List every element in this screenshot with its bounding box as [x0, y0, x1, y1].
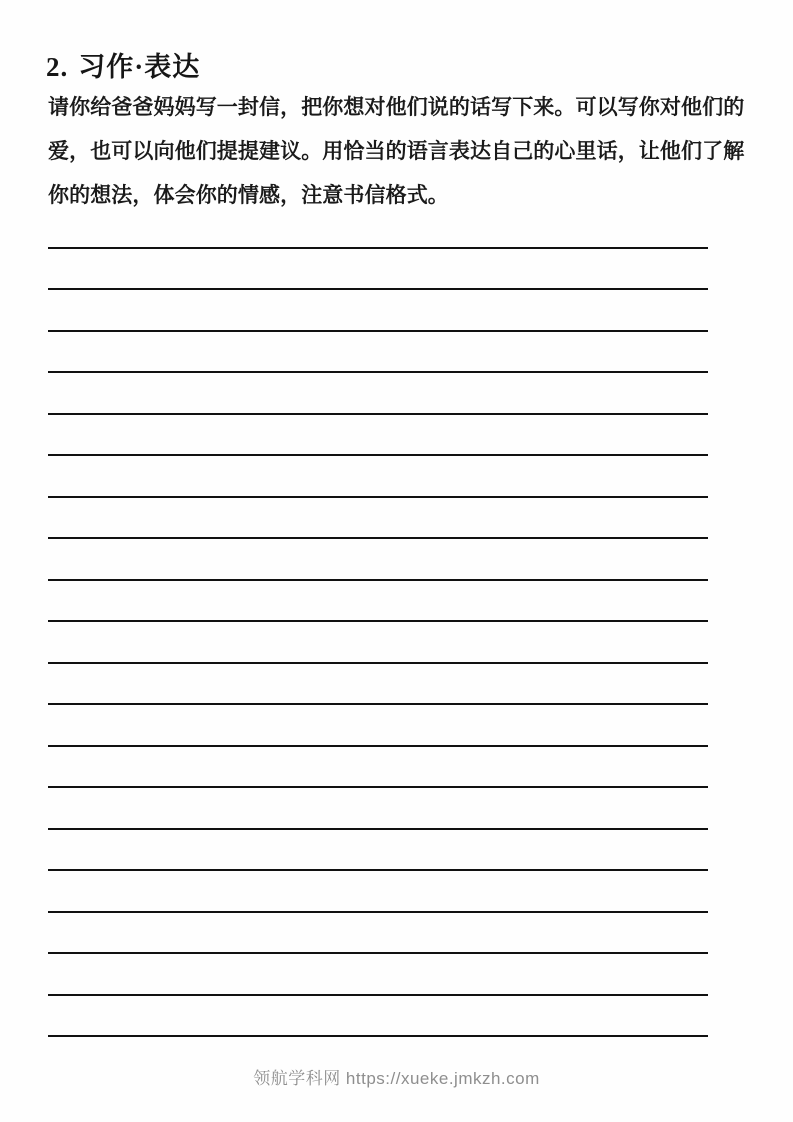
- answer-line: [48, 788, 708, 830]
- answer-line: [48, 456, 708, 498]
- footer-text: 领航学科网 https://xueke.jmkzh.com: [253, 1069, 540, 1088]
- answer-line: [48, 954, 708, 996]
- answer-line: [48, 581, 708, 623]
- answer-line: [48, 207, 708, 249]
- answer-lines: [48, 207, 708, 1037]
- answer-line: [48, 373, 708, 415]
- answer-line: [48, 415, 708, 457]
- writing-prompt: [48, 86, 750, 218]
- answer-line: [48, 290, 708, 332]
- answer-line: [48, 498, 708, 540]
- answer-line: [48, 747, 708, 789]
- answer-line: [48, 332, 708, 374]
- answer-line: [48, 249, 708, 291]
- answer-line: [48, 871, 708, 913]
- footer-watermark: [0, 1064, 793, 1089]
- answer-line: [48, 913, 708, 955]
- answer-line: [48, 996, 708, 1038]
- section-title: 习作·表达: [78, 52, 201, 82]
- answer-line: [48, 539, 708, 581]
- section-heading: [46, 50, 200, 84]
- prompt-line: 爱，也可以向他们提提建议。用恰当的语言表达自己的心里话，让他们了解: [48, 140, 745, 163]
- answer-line: [48, 830, 708, 872]
- prompt-line: 请你给爸爸妈妈写一封信，把你想对他们说的话写下来。可以写你对他们的: [48, 96, 745, 119]
- answer-line: [48, 622, 708, 664]
- answer-line: [48, 705, 708, 747]
- prompt-line: 你的想法，体会你的情感，注意书信格式。: [48, 184, 449, 207]
- section-number: 2.: [46, 52, 69, 82]
- answer-line: [48, 664, 708, 706]
